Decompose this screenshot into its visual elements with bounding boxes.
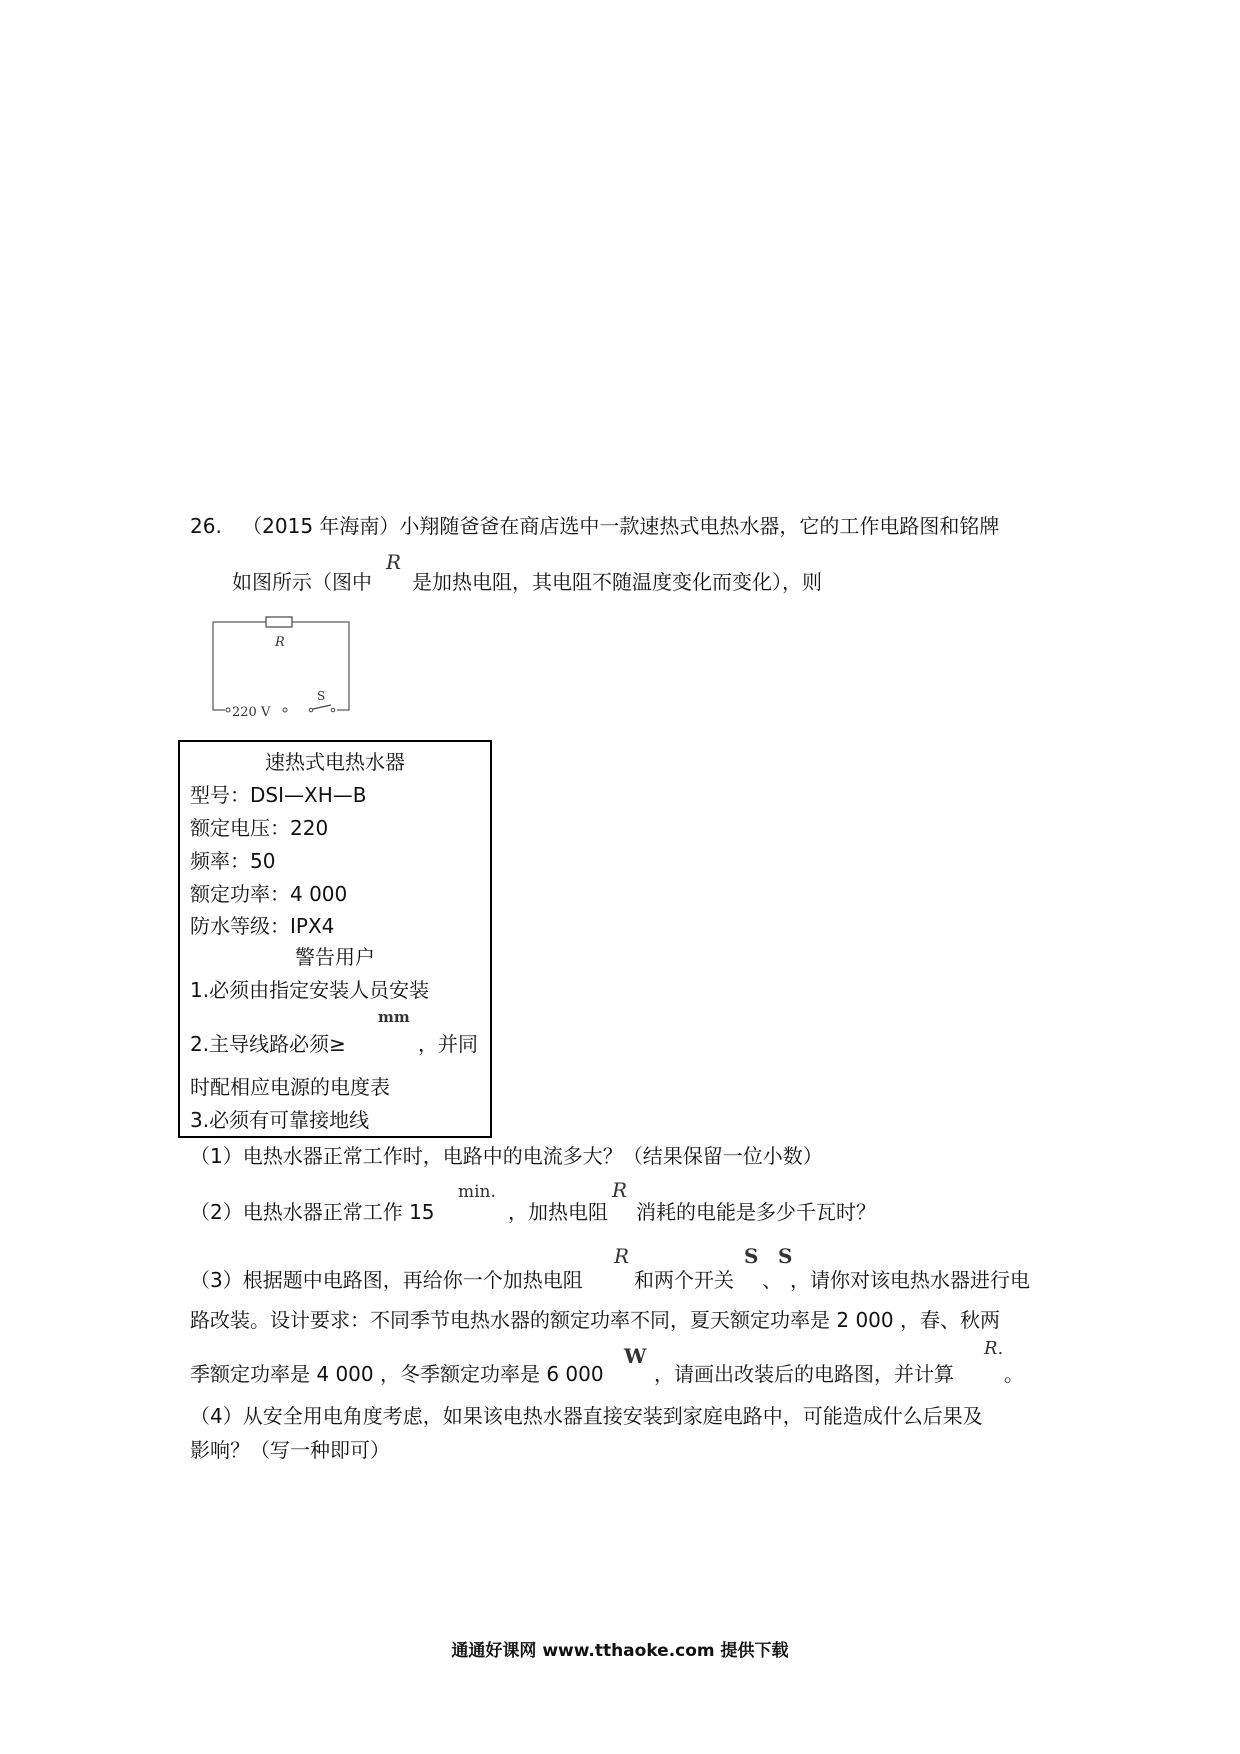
question-stem-line2b: 是加热电阻，其电阻不随温度变化而变化），则: [412, 570, 822, 594]
symbol-min: min.: [458, 1182, 496, 1202]
question-stem-line1: [190, 512, 999, 540]
part-3-line2: 路改装。设计要求：不同季节电热水器的额定功率不同，夏天额定功率是 2 000 ，春、秋两: [190, 1308, 1000, 1332]
symbol-r-dot: R.: [984, 1338, 1004, 1359]
symbol-r-part3: R: [614, 1244, 630, 1268]
part-3d: ，请你对该电热水器进行电: [790, 1268, 1030, 1292]
part-2b: ，加热电阻: [508, 1200, 608, 1224]
nameplate-warning-title: 警告用户: [295, 945, 375, 969]
source-label: 220 V: [232, 705, 271, 716]
symbol-r-part2: R: [612, 1178, 628, 1202]
part-1: （1）电热水器正常工作时，电路中的电流多大？（结果保留一位小数）: [190, 1144, 823, 1168]
nameplate-warn2a: 2.主导线路必须≥: [190, 1032, 346, 1056]
part-3c: 、: [762, 1268, 782, 1292]
resistor-symbol: [266, 617, 292, 627]
nameplate-power: 额定功率：4 000: [190, 882, 348, 906]
nameplate-warn3: 3.必须有可靠接地线: [190, 1108, 370, 1132]
question-stem-text: （2015 年海南）小翔随爸爸在商店选中一款速热式电热水器，它的工作电路图和铭牌: [242, 514, 1000, 538]
question-stem-line2a: 如图所示（图中: [232, 570, 372, 594]
part-3a: （3）根据题中电路图，再给你一个加热电阻: [190, 1268, 583, 1292]
nameplate-voltage: 额定电压：220: [190, 816, 329, 840]
symbol-s1: S: [744, 1244, 759, 1268]
nameplate-waterproof: 防水等级：IPX4: [190, 914, 335, 938]
part-3-line3b: ，请画出改装后的电路图，并计算: [654, 1362, 954, 1386]
nameplate-box: [178, 740, 492, 1138]
symbol-mm: mm: [378, 1008, 410, 1026]
nameplate-warn1: 1.必须由指定安装人员安装: [190, 978, 430, 1002]
nameplate-frequency: 频率：50: [190, 849, 276, 873]
symbol-w: W: [624, 1344, 647, 1368]
part-4-line1: （4）从安全用电角度考虑，如果该电热水器直接安装到家庭电路中，可能造成什么后果及: [190, 1404, 983, 1428]
part-2a: （2）电热水器正常工作 15: [190, 1200, 435, 1224]
circuit-diagram: [205, 608, 355, 716]
nameplate-title: 速热式电热水器: [265, 750, 405, 774]
nameplate-warn2b: ，并同: [418, 1032, 478, 1056]
nameplate-warn2c: 时配相应电源的电度表: [190, 1075, 390, 1099]
part-3-line3c: 。: [1004, 1362, 1024, 1386]
page-footer: 通通好课网 www.tthaoke.com 提供下载: [451, 1641, 789, 1661]
switch-label: S: [317, 689, 326, 703]
part-2c: 消耗的电能是多少千瓦时？: [636, 1200, 876, 1224]
symbol-s2: S: [778, 1244, 793, 1268]
question-number: 26.: [190, 514, 222, 538]
part-3b: 和两个开关: [634, 1268, 734, 1292]
part-4-line2: 影响？（写一种即可）: [190, 1438, 390, 1462]
nameplate-model: 型号：DSI—XH—B: [190, 783, 367, 807]
symbol-r-stem: R: [386, 550, 402, 574]
resistor-label: R: [275, 635, 285, 650]
part-3-line3a: 季额定功率是 4 000 ，冬季额定功率是 6 000: [190, 1362, 604, 1386]
